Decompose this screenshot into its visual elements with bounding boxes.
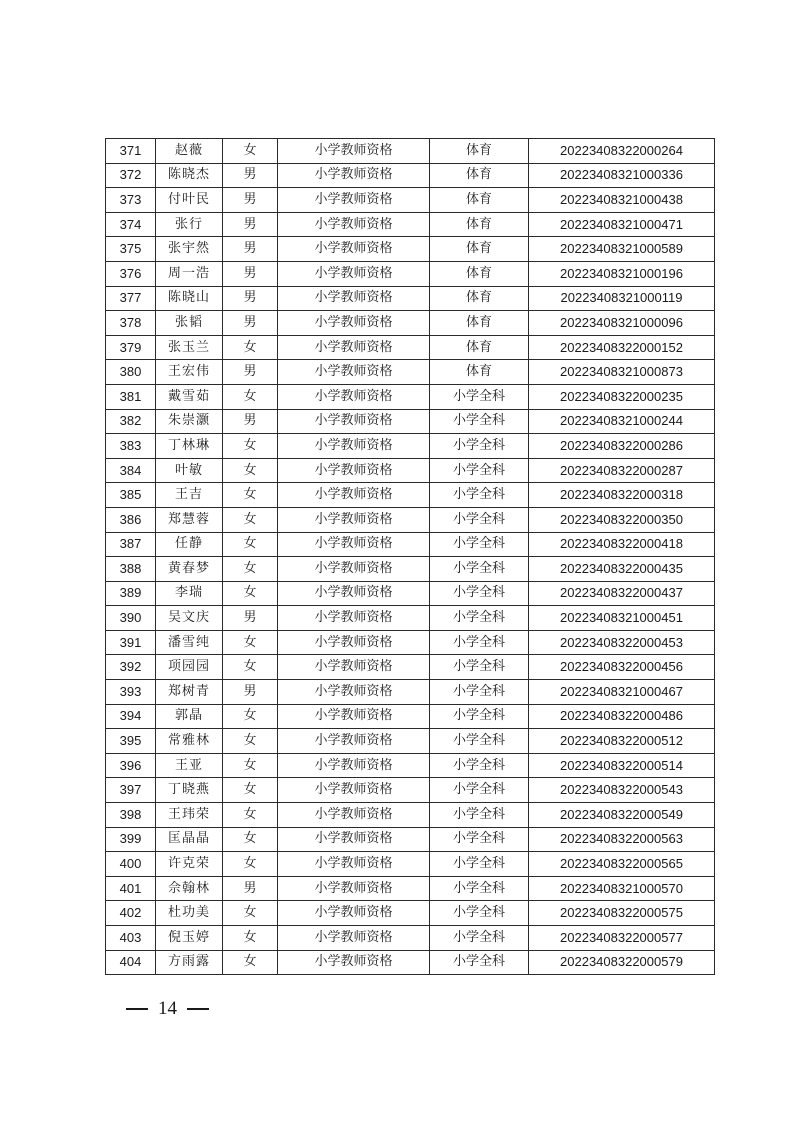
exam-id-cell: 20223408322000565 xyxy=(529,852,715,877)
qualification-type-cell: 小学教师资格 xyxy=(278,557,430,582)
exam-id-cell: 20223408322000512 xyxy=(529,729,715,754)
subject-cell: 体育 xyxy=(430,261,529,286)
gender-cell: 女 xyxy=(223,950,278,975)
subject-cell: 小学全科 xyxy=(430,876,529,901)
exam-id-cell: 20223408322000577 xyxy=(529,926,715,951)
subject-cell: 小学全科 xyxy=(430,852,529,877)
page-footer xyxy=(126,998,209,1020)
subject-cell: 小学全科 xyxy=(430,729,529,754)
table-row xyxy=(106,803,715,828)
gender-cell: 男 xyxy=(223,409,278,434)
qualification-type-cell: 小学教师资格 xyxy=(278,188,430,213)
gender-cell: 女 xyxy=(223,384,278,409)
row-number-cell: 386 xyxy=(106,507,156,532)
qualification-type-cell: 小学教师资格 xyxy=(278,409,430,434)
subject-cell: 体育 xyxy=(430,139,529,164)
exam-id-cell: 20223408322000514 xyxy=(529,753,715,778)
exam-id-cell: 20223408322000318 xyxy=(529,483,715,508)
exam-id-cell: 20223408322000435 xyxy=(529,557,715,582)
exam-id-cell: 20223408322000287 xyxy=(529,458,715,483)
qualification-type-cell: 小学教师资格 xyxy=(278,311,430,336)
table-row xyxy=(106,458,715,483)
table-row xyxy=(106,237,715,262)
row-number-cell: 393 xyxy=(106,680,156,705)
table-row xyxy=(106,286,715,311)
gender-cell: 女 xyxy=(223,458,278,483)
gender-cell: 女 xyxy=(223,434,278,459)
exam-id-cell: 20223408322000350 xyxy=(529,507,715,532)
name-cell: 丁林琳 xyxy=(156,434,223,459)
row-number-cell: 377 xyxy=(106,286,156,311)
table-row xyxy=(106,434,715,459)
name-cell: 郑树青 xyxy=(156,680,223,705)
exam-id-cell: 20223408322000437 xyxy=(529,581,715,606)
name-cell: 方雨露 xyxy=(156,950,223,975)
name-cell: 匡晶晶 xyxy=(156,827,223,852)
qualification-type-cell: 小学教师资格 xyxy=(278,139,430,164)
qualification-type-cell: 小学教师资格 xyxy=(278,261,430,286)
qualification-type-cell: 小学教师资格 xyxy=(278,680,430,705)
name-cell: 陈晓山 xyxy=(156,286,223,311)
name-cell: 郑慧蓉 xyxy=(156,507,223,532)
qualification-type-cell: 小学教师资格 xyxy=(278,852,430,877)
gender-cell: 女 xyxy=(223,753,278,778)
table-row xyxy=(106,827,715,852)
gender-cell: 男 xyxy=(223,163,278,188)
exam-id-cell: 20223408321000119 xyxy=(529,286,715,311)
row-number-cell: 404 xyxy=(106,950,156,975)
row-number-cell: 402 xyxy=(106,901,156,926)
table-row xyxy=(106,630,715,655)
gender-cell: 女 xyxy=(223,827,278,852)
qualification-type-cell: 小学教师资格 xyxy=(278,803,430,828)
qualification-type-cell: 小学教师资格 xyxy=(278,237,430,262)
table-row xyxy=(106,606,715,631)
row-number-cell: 381 xyxy=(106,384,156,409)
exam-id-cell: 20223408321000451 xyxy=(529,606,715,631)
row-number-cell: 388 xyxy=(106,557,156,582)
row-number-cell: 395 xyxy=(106,729,156,754)
exam-id-cell: 20223408322000579 xyxy=(529,950,715,975)
row-number-cell: 391 xyxy=(106,630,156,655)
subject-cell: 体育 xyxy=(430,212,529,237)
name-cell: 潘雪纯 xyxy=(156,630,223,655)
table-row xyxy=(106,753,715,778)
qualification-type-cell: 小学教师资格 xyxy=(278,507,430,532)
table-row xyxy=(106,507,715,532)
exam-id-cell: 20223408322000286 xyxy=(529,434,715,459)
row-number-cell: 378 xyxy=(106,311,156,336)
candidate-table-body xyxy=(106,139,715,975)
qualification-type-cell: 小学教师资格 xyxy=(278,384,430,409)
table-row xyxy=(106,409,715,434)
subject-cell: 小学全科 xyxy=(430,704,529,729)
table-row xyxy=(106,704,715,729)
subject-cell: 小学全科 xyxy=(430,483,529,508)
name-cell: 杜功美 xyxy=(156,901,223,926)
table-row xyxy=(106,483,715,508)
exam-id-cell: 20223408322000543 xyxy=(529,778,715,803)
name-cell: 黄春梦 xyxy=(156,557,223,582)
gender-cell: 男 xyxy=(223,286,278,311)
name-cell: 戴雪茹 xyxy=(156,384,223,409)
row-number-cell: 374 xyxy=(106,212,156,237)
name-cell: 李瑞 xyxy=(156,581,223,606)
qualification-type-cell: 小学教师资格 xyxy=(278,778,430,803)
table-row xyxy=(106,188,715,213)
subject-cell: 小学全科 xyxy=(430,606,529,631)
table-row xyxy=(106,581,715,606)
name-cell: 叶敏 xyxy=(156,458,223,483)
row-number-cell: 396 xyxy=(106,753,156,778)
exam-id-cell: 20223408321000096 xyxy=(529,311,715,336)
gender-cell: 女 xyxy=(223,729,278,754)
candidate-table xyxy=(105,138,715,975)
subject-cell: 小学全科 xyxy=(430,532,529,557)
name-cell: 郭晶 xyxy=(156,704,223,729)
exam-id-cell: 20223408322000453 xyxy=(529,630,715,655)
exam-id-cell: 20223408322000152 xyxy=(529,335,715,360)
left-dash xyxy=(126,1008,148,1009)
exam-id-cell: 20223408321000196 xyxy=(529,261,715,286)
gender-cell: 女 xyxy=(223,532,278,557)
row-number-cell: 403 xyxy=(106,926,156,951)
name-cell: 张行 xyxy=(156,212,223,237)
qualification-type-cell: 小学教师资格 xyxy=(278,950,430,975)
name-cell: 付叶民 xyxy=(156,188,223,213)
gender-cell: 女 xyxy=(223,139,278,164)
name-cell: 赵薇 xyxy=(156,139,223,164)
table-row xyxy=(106,384,715,409)
row-number-cell: 394 xyxy=(106,704,156,729)
gender-cell: 男 xyxy=(223,876,278,901)
subject-cell: 体育 xyxy=(430,360,529,385)
subject-cell: 体育 xyxy=(430,188,529,213)
qualification-type-cell: 小学教师资格 xyxy=(278,163,430,188)
gender-cell: 女 xyxy=(223,335,278,360)
qualification-type-cell: 小学教师资格 xyxy=(278,286,430,311)
row-number-cell: 373 xyxy=(106,188,156,213)
page-number: 14 xyxy=(158,998,177,1019)
right-dash xyxy=(187,1008,209,1009)
qualification-type-cell: 小学教师资格 xyxy=(278,581,430,606)
subject-cell: 体育 xyxy=(430,335,529,360)
subject-cell: 小学全科 xyxy=(430,434,529,459)
name-cell: 张玉兰 xyxy=(156,335,223,360)
subject-cell: 小学全科 xyxy=(430,655,529,680)
qualification-type-cell: 小学教师资格 xyxy=(278,753,430,778)
gender-cell: 女 xyxy=(223,852,278,877)
exam-id-cell: 20223408322000575 xyxy=(529,901,715,926)
table-row xyxy=(106,655,715,680)
exam-id-cell: 20223408321000336 xyxy=(529,163,715,188)
qualification-type-cell: 小学教师资格 xyxy=(278,483,430,508)
subject-cell: 小学全科 xyxy=(430,950,529,975)
subject-cell: 体育 xyxy=(430,311,529,336)
name-cell: 任静 xyxy=(156,532,223,557)
gender-cell: 女 xyxy=(223,557,278,582)
row-number-cell: 392 xyxy=(106,655,156,680)
qualification-type-cell: 小学教师资格 xyxy=(278,704,430,729)
qualification-type-cell: 小学教师资格 xyxy=(278,335,430,360)
subject-cell: 体育 xyxy=(430,163,529,188)
table-row xyxy=(106,926,715,951)
row-number-cell: 397 xyxy=(106,778,156,803)
subject-cell: 小学全科 xyxy=(430,901,529,926)
subject-cell: 小学全科 xyxy=(430,778,529,803)
gender-cell: 男 xyxy=(223,360,278,385)
gender-cell: 男 xyxy=(223,311,278,336)
row-number-cell: 383 xyxy=(106,434,156,459)
row-number-cell: 387 xyxy=(106,532,156,557)
subject-cell: 小学全科 xyxy=(430,926,529,951)
qualification-type-cell: 小学教师资格 xyxy=(278,729,430,754)
table-row xyxy=(106,532,715,557)
exam-id-cell: 20223408321000244 xyxy=(529,409,715,434)
name-cell: 王亚 xyxy=(156,753,223,778)
name-cell: 项园园 xyxy=(156,655,223,680)
name-cell: 王宏伟 xyxy=(156,360,223,385)
subject-cell: 小学全科 xyxy=(430,409,529,434)
subject-cell: 小学全科 xyxy=(430,827,529,852)
name-cell: 许克荣 xyxy=(156,852,223,877)
table-row xyxy=(106,876,715,901)
name-cell: 王玮荣 xyxy=(156,803,223,828)
name-cell: 常雅林 xyxy=(156,729,223,754)
gender-cell: 女 xyxy=(223,581,278,606)
subject-cell: 小学全科 xyxy=(430,753,529,778)
qualification-type-cell: 小学教师资格 xyxy=(278,630,430,655)
gender-cell: 女 xyxy=(223,803,278,828)
table-row xyxy=(106,680,715,705)
table-row xyxy=(106,261,715,286)
subject-cell: 小学全科 xyxy=(430,680,529,705)
subject-cell: 小学全科 xyxy=(430,458,529,483)
gender-cell: 女 xyxy=(223,901,278,926)
subject-cell: 小学全科 xyxy=(430,557,529,582)
row-number-cell: 400 xyxy=(106,852,156,877)
row-number-cell: 380 xyxy=(106,360,156,385)
gender-cell: 女 xyxy=(223,778,278,803)
row-number-cell: 372 xyxy=(106,163,156,188)
gender-cell: 女 xyxy=(223,507,278,532)
gender-cell: 男 xyxy=(223,261,278,286)
name-cell: 张宇然 xyxy=(156,237,223,262)
subject-cell: 小学全科 xyxy=(430,581,529,606)
table-row xyxy=(106,311,715,336)
qualification-type-cell: 小学教师资格 xyxy=(278,458,430,483)
exam-id-cell: 20223408321000467 xyxy=(529,680,715,705)
qualification-type-cell: 小学教师资格 xyxy=(278,360,430,385)
table-row xyxy=(106,360,715,385)
exam-id-cell: 20223408322000486 xyxy=(529,704,715,729)
gender-cell: 男 xyxy=(223,212,278,237)
exam-id-cell: 20223408321000589 xyxy=(529,237,715,262)
row-number-cell: 379 xyxy=(106,335,156,360)
qualification-type-cell: 小学教师资格 xyxy=(278,212,430,237)
gender-cell: 女 xyxy=(223,926,278,951)
table-row xyxy=(106,778,715,803)
exam-id-cell: 20223408321000873 xyxy=(529,360,715,385)
exam-id-cell: 20223408321000570 xyxy=(529,876,715,901)
table-row xyxy=(106,950,715,975)
name-cell: 周一浩 xyxy=(156,261,223,286)
row-number-cell: 385 xyxy=(106,483,156,508)
name-cell: 吴文庆 xyxy=(156,606,223,631)
exam-id-cell: 20223408322000235 xyxy=(529,384,715,409)
name-cell: 丁晓燕 xyxy=(156,778,223,803)
gender-cell: 男 xyxy=(223,188,278,213)
qualification-type-cell: 小学教师资格 xyxy=(278,434,430,459)
row-number-cell: 389 xyxy=(106,581,156,606)
row-number-cell: 376 xyxy=(106,261,156,286)
qualification-type-cell: 小学教师资格 xyxy=(278,926,430,951)
table-row xyxy=(106,852,715,877)
gender-cell: 男 xyxy=(223,237,278,262)
qualification-type-cell: 小学教师资格 xyxy=(278,876,430,901)
qualification-type-cell: 小学教师资格 xyxy=(278,901,430,926)
exam-id-cell: 20223408322000264 xyxy=(529,139,715,164)
name-cell: 倪玉婷 xyxy=(156,926,223,951)
name-cell: 王吉 xyxy=(156,483,223,508)
table-row xyxy=(106,557,715,582)
name-cell: 张韬 xyxy=(156,311,223,336)
qualification-type-cell: 小学教师资格 xyxy=(278,532,430,557)
exam-id-cell: 20223408322000549 xyxy=(529,803,715,828)
exam-id-cell: 20223408321000438 xyxy=(529,188,715,213)
subject-cell: 小学全科 xyxy=(430,384,529,409)
row-number-cell: 398 xyxy=(106,803,156,828)
subject-cell: 小学全科 xyxy=(430,803,529,828)
qualification-type-cell: 小学教师资格 xyxy=(278,827,430,852)
row-number-cell: 375 xyxy=(106,237,156,262)
row-number-cell: 401 xyxy=(106,876,156,901)
table-row xyxy=(106,163,715,188)
gender-cell: 女 xyxy=(223,483,278,508)
table-row xyxy=(106,212,715,237)
row-number-cell: 390 xyxy=(106,606,156,631)
gender-cell: 女 xyxy=(223,704,278,729)
exam-id-cell: 20223408322000418 xyxy=(529,532,715,557)
row-number-cell: 382 xyxy=(106,409,156,434)
gender-cell: 女 xyxy=(223,655,278,680)
subject-cell: 体育 xyxy=(430,237,529,262)
subject-cell: 小学全科 xyxy=(430,507,529,532)
name-cell: 朱崇灏 xyxy=(156,409,223,434)
row-number-cell: 371 xyxy=(106,139,156,164)
qualification-type-cell: 小学教师资格 xyxy=(278,606,430,631)
table-row xyxy=(106,901,715,926)
name-cell: 陈晓杰 xyxy=(156,163,223,188)
qualification-type-cell: 小学教师资格 xyxy=(278,655,430,680)
name-cell: 佘翰林 xyxy=(156,876,223,901)
row-number-cell: 399 xyxy=(106,827,156,852)
gender-cell: 女 xyxy=(223,630,278,655)
table-row xyxy=(106,335,715,360)
gender-cell: 男 xyxy=(223,606,278,631)
subject-cell: 小学全科 xyxy=(430,630,529,655)
exam-id-cell: 20223408322000563 xyxy=(529,827,715,852)
subject-cell: 体育 xyxy=(430,286,529,311)
exam-id-cell: 20223408322000456 xyxy=(529,655,715,680)
gender-cell: 男 xyxy=(223,680,278,705)
table-row xyxy=(106,139,715,164)
exam-id-cell: 20223408321000471 xyxy=(529,212,715,237)
row-number-cell: 384 xyxy=(106,458,156,483)
table-row xyxy=(106,729,715,754)
